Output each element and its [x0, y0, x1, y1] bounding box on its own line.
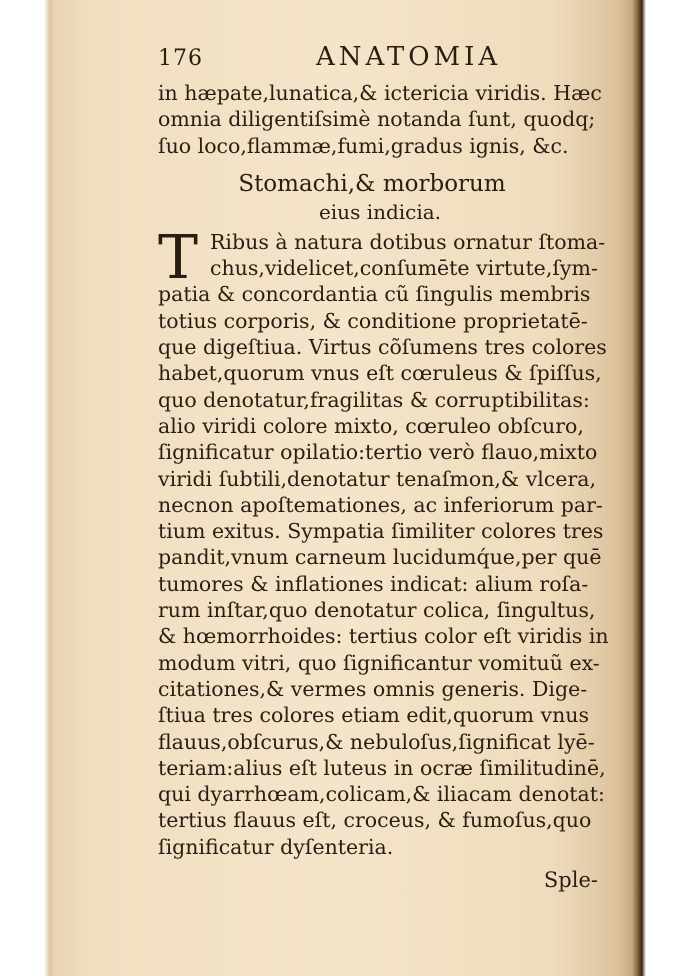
text-line: qui dyarrhœam,colicam,& iliacam denotat:: [158, 782, 605, 807]
text-line: omnia diligentiſsimè notanda ſunt, quodq;: [158, 107, 596, 132]
text-line: rum inſtar,quo denotatur colica, ſingultus,: [158, 598, 596, 623]
text-line: tium exitus. Sympatia ſimiliter colores tres: [158, 519, 604, 544]
text-line: & hœmorrhoides: tertius color eſt viridis in: [158, 624, 609, 649]
main-paragraph: [158, 222, 610, 860]
text-line: necnon apoſtemationes, ac inferiorum par-: [158, 492, 603, 517]
section-heading: Stomachi,& morborum: [238, 170, 506, 197]
text-line: ſignificatur opilatio:tertio verò flauo,mixto: [158, 440, 598, 465]
page-text-block: [158, 42, 610, 894]
text-line: ſignificatur dyſenteria.: [158, 834, 394, 859]
text-line: tertius flauus eſt, croceus, & fumoſus,quo: [158, 808, 592, 833]
running-head: ANATOMIA: [316, 42, 502, 72]
top-paragraph: [158, 80, 610, 159]
catchword: Sple-: [543, 868, 598, 893]
text-line: ſuo loco,flammæ,fumi,gradus ignis, &c.: [158, 133, 569, 158]
drop-capital: T: [158, 222, 199, 293]
text-line: ſtiua tres colores etiam edit,quorum vnus: [158, 703, 590, 728]
page-left-edge: [44, 0, 54, 976]
page-header: [158, 42, 610, 80]
text-line: tumores & inflationes indicat: alium roſa-: [158, 571, 589, 596]
text-line: modum vitri, quo ſignificantur vomituũ ex-: [158, 650, 600, 675]
text-line: Ribus à natura dotibus ornatur ſtoma-: [210, 229, 606, 254]
text-line: viridi ſubtili,denotatur tenaſmon,& vlcera,: [158, 466, 596, 491]
text-line: totius corporis, & conditione proprietatē-: [158, 308, 588, 333]
text-line: que digeſtiua. Virtus cõſumens tres colores: [158, 335, 607, 360]
text-line: flauus,obſcurus,& nebuloſus,ſignificat lyē-: [158, 729, 595, 754]
text-line: chus,videlicet,conſumēte virtute,ſym-: [210, 256, 598, 281]
page-right-edge: [632, 0, 646, 976]
text-line: pandit,vnum carneum lucidumq́ue,per quē: [158, 545, 602, 570]
text-line: in hæpate,lunatica,& ictericia viridis. Hæc: [158, 81, 602, 105]
text-line: teriam:alius eſt luteus in ocræ ſimilitudinē,: [158, 755, 606, 780]
text-line: quo denotatur,fragilitas & corruptibilitas:: [158, 387, 590, 412]
text-line: patia & concordantia cũ ſingulis membris: [158, 282, 591, 307]
text-line: habet,quorum vnus eſt cœruleus & ſpiſſus,: [158, 361, 602, 386]
text-line: alio viridi colore mixto, cœruleo obſcuro,: [158, 413, 584, 438]
section-subheading: eius indicia.: [318, 199, 442, 224]
page-number: 176: [158, 46, 203, 71]
text-line: citationes,& vermes omnis generis. Dige-: [158, 676, 588, 701]
